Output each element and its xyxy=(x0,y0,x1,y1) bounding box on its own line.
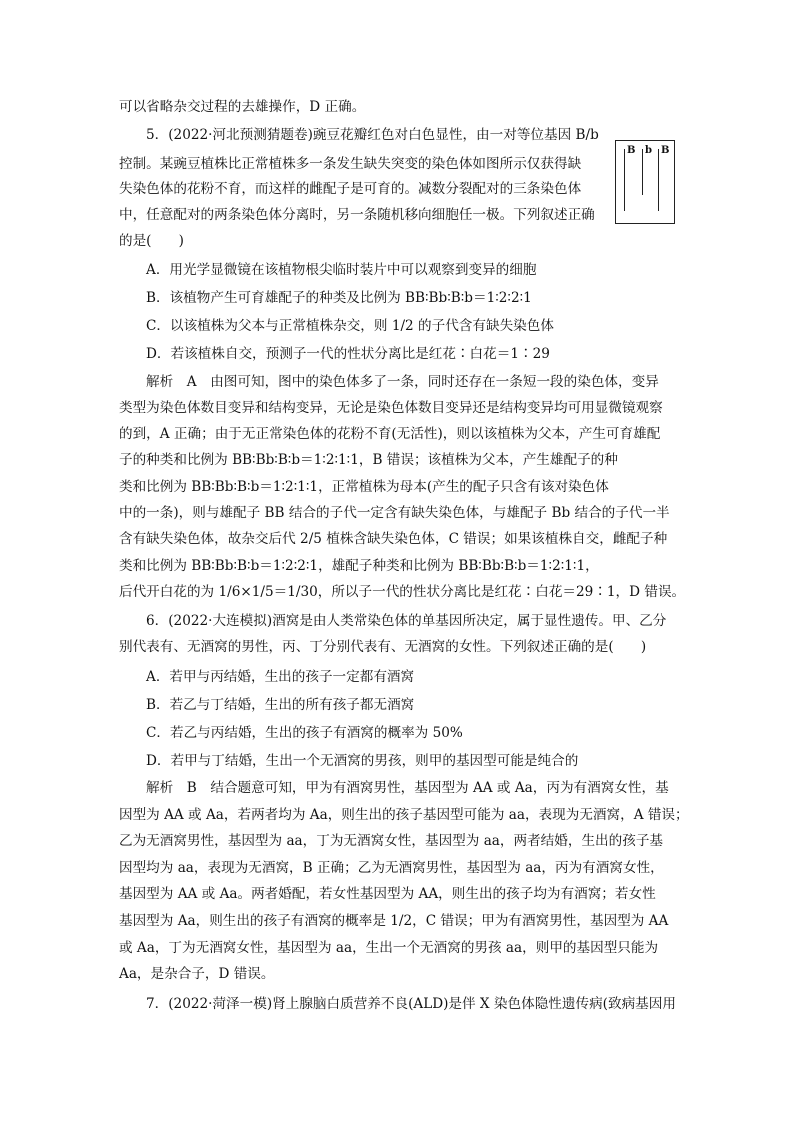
text-line: 因型为 AA 或 Aa，若两者均为 Aa，则生出的孩子基因型可能为 aa，表现为无酒窝，A 错误； xyxy=(119,807,689,823)
text-line: 类和比例为 BB∶Bb∶B∶b＝1∶2∶1∶1，正常植株为母本(产生的配子只含有该对染色体 xyxy=(119,479,609,495)
chromosome-line xyxy=(642,149,643,195)
question-5-stem: 5．(2022·河北预测猜题卷)豌豆花瓣红色对白色显性，由一对等位基因 B/b xyxy=(146,127,599,143)
text-line: 子的种类和比例为 BB∶Bb∶B∶b＝1∶2∶1∶1，B 错误；该植株为父本，产生雄配子的种 xyxy=(119,452,618,468)
text-line: Aa，是杂合子，D 错误。 xyxy=(119,966,275,982)
option-c: C．以该植株为父本与正常植株杂交，则 1/2 的子代含有缺失染色体 xyxy=(146,318,554,334)
chromosome-label: B xyxy=(661,145,670,156)
text-line: 失染色体的花粉不育，而这样的雌配子是可育的。减数分裂配对的三条染色体 xyxy=(119,181,582,197)
chromosome-line xyxy=(624,149,625,211)
text-line: 乙为无酒窝男性，基因型为 aa，丁为无酒窝女性，基因型为 aa，两者结婚，生出的孩子基 xyxy=(119,833,664,849)
chromosome-label: B xyxy=(627,145,636,156)
option-d: D．若该植株自交，预测子一代的性状分离比是红花∶白花＝1∶29 xyxy=(146,346,550,362)
text-line: 控制。某豌豆植株比正常植株多一条发生缺失突变的染色体如图所示仅获得缺 xyxy=(119,156,582,172)
chromosome-label: b xyxy=(645,145,652,156)
text-line: 因型均为 aa，表现为无酒窝，B 正确；乙为无酒窝男性，基因型为 aa，丙为有酒窝女性， xyxy=(119,860,664,876)
answer-explanation-5: 解析 A 由图可知，图中的染色体多了一条，同时还存在一条短一段的染色体，变异 xyxy=(146,374,659,390)
text-line: 或 Aa，丁为无酒窝女性，基因型为 aa，生出一个无酒窝的男孩 aa，则甲的基因型只能为 xyxy=(119,940,659,956)
answer-explanation-6: 解析 B 结合题意可知，甲为有酒窝男性，基因型为 AA 或 Aa，丙为有酒窝女性，基 xyxy=(146,780,669,796)
option-a: A．用光学显微镜在该植物根尖临时装片中可以观察到变异的细胞 xyxy=(146,262,537,278)
option-b: B．该植物产生可育雄配子的种类及比例为 BB∶Bb∶B∶b＝1∶2∶2∶1 xyxy=(146,290,532,306)
text-line: 含有缺失染色体，故杂交后代 2/5 植株含缺失染色体，C 错误；如果该植株自交，雌配子种 xyxy=(119,531,668,547)
text-line: 中的一条)，则与雄配子 BB 结合的子代一定含有缺失染色体，与雄配子 Bb 结合的子代一半 xyxy=(119,505,670,521)
question-7-stem: 7．(2022·菏泽一模)肾上腺脑白质营养不良(ALD)是伴 X 染色体隐性遗传病(致病基因用 xyxy=(146,996,676,1012)
text-line: 类和比例为 BB∶Bb∶B∶b＝1∶2∶2∶1，雄配子种类和比例为 BB∶Bb∶B∶b＝1∶2∶1∶1， xyxy=(119,558,599,574)
text-line: 可以省略杂交过程的去雄操作，D 正确。 xyxy=(119,99,366,115)
chromosome-line xyxy=(658,149,659,211)
text-line: 类型为染色体数目变异和结构变异，无论是染色体数目变异还是结构变异均可用显微镜观察 xyxy=(119,400,663,416)
option-c: C．若乙与丙结婚，生出的孩子有酒窝的概率为 50% xyxy=(146,725,463,741)
option-a: A．若甲与丙结婚，生出的孩子一定都有酒窝 xyxy=(146,669,415,685)
text-line: 基因型为 AA 或 Aa。两者婚配，若女性基因型为 AA，则生出的孩子均为有酒窝；若女性 xyxy=(119,886,656,902)
text-line: 的到，A 正确；由于无正常染色体的花粉不育(无活性)，则以该植株为父本，产生可育雄配 xyxy=(119,426,661,442)
text-line: 的是( ) xyxy=(119,233,184,249)
text-line: 别代表有、无酒窝的男性，丙、丁分别代表有、无酒窝的女性。下列叙述正确的是( ) xyxy=(119,639,647,655)
chromosome-figure xyxy=(615,140,675,224)
text-line: 中，任意配对的两条染色体分离时，另一条随机移向细胞任一极。下列叙述正确 xyxy=(119,207,595,223)
option-d: D．若甲与丁结婚，生出一个无酒窝的男孩，则甲的基因型可能是纯合的 xyxy=(146,753,579,769)
text-line: 基因型为 Aa，则生出的孩子有酒窝的概率是 1/2，C 错误；甲为有酒窝男性，基因型为 AA xyxy=(119,913,669,929)
option-b: B．若乙与丁结婚，生出的所有孩子都无酒窝 xyxy=(146,697,415,713)
question-6-stem: 6．(2022·大连模拟)酒窝是由人类常染色体的单基因所决定，属于显性遗传。甲、乙分 xyxy=(146,613,667,629)
text-line: 后代开白花的为 1/6×1/5＝1/30，所以子一代的性状分离比是红花∶白花＝29∶1，D 错误。 xyxy=(119,584,686,600)
